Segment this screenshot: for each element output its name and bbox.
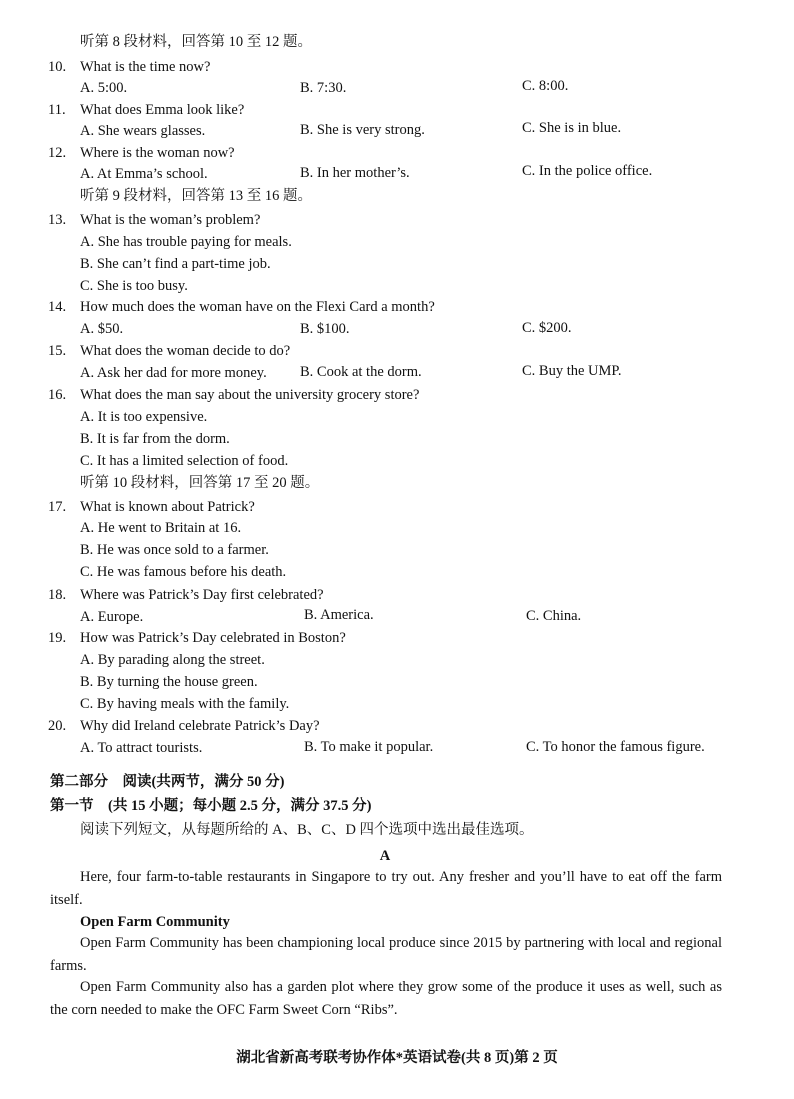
section-instruction-10: 听第 10 段材料，回答第 17 至 20 题。 — [80, 475, 320, 491]
question-text: Why did Ireland celebrate Patrick’s Day? — [80, 718, 320, 734]
option-c: C. In the police office. — [522, 163, 653, 179]
question-text: What is the woman’s problem? — [80, 212, 261, 228]
question-number: 15. — [48, 343, 67, 359]
passage-intro — [50, 866, 722, 912]
option-a: A. Europe. — [80, 609, 144, 625]
section-instruction-8: 听第 8 段材料，回答第 10 至 12 题。 — [80, 34, 312, 50]
option-b: B. Cook at the dorm. — [300, 364, 422, 380]
option-a: A. To attract tourists. — [80, 740, 203, 756]
question-text: What is known about Patrick? — [80, 499, 255, 515]
option-b: B. 7:30. — [300, 80, 347, 96]
question-text: How much does the woman have on the Flexi Card a month? — [80, 299, 435, 315]
option-a: A. At Emma’s school. — [80, 166, 208, 182]
option-c: C. By having meals with the family. — [80, 696, 290, 712]
option-b: B. It is far from the dorm. — [80, 431, 230, 447]
option-b: B. By turning the house green. — [80, 674, 258, 690]
question-number: 18. — [48, 587, 67, 603]
option-c: C. It has a limited selection of food. — [80, 453, 289, 469]
question-text: What does the man say about the university grocery store? — [80, 387, 420, 403]
option-b: B. $100. — [300, 321, 350, 337]
question-number: 17. — [48, 499, 67, 515]
question-text: What is the time now? — [80, 59, 211, 75]
question-number: 16. — [48, 387, 67, 403]
option-a: A. Ask her dad for more money. — [80, 365, 267, 381]
question-number: 19. — [48, 630, 67, 646]
question-number: 13. — [48, 212, 67, 228]
page-footer: 湖北省新高考联考协作体*英语试卷(共 8 页)第 2 页 — [236, 1050, 558, 1066]
option-a: A. She wears glasses. — [80, 123, 206, 139]
option-c: C. $200. — [522, 320, 572, 336]
option-a: A. By parading along the street. — [80, 652, 265, 668]
option-c: C. Buy the UMP. — [522, 363, 622, 379]
question-number: 10. — [48, 59, 67, 75]
question-text: Where is the woman now? — [80, 145, 235, 161]
option-b: B. In her mother’s. — [300, 165, 410, 181]
question-text: What does the woman decide to do? — [80, 343, 291, 359]
intro-text: Here, four farm-to-table restaurants in Singapore to try out. Any fresher and you’ll have to eat off the farm itself. — [50, 869, 722, 908]
section-instruction-9: 听第 9 段材料，回答第 13 至 16 题。 — [80, 188, 312, 204]
option-c: C. To honor the famous figure. — [526, 739, 705, 755]
option-a: A. She has trouble paying for meals. — [80, 234, 292, 250]
option-b: B. America. — [304, 607, 374, 623]
question-number: 11. — [48, 102, 66, 118]
option-c: C. 8:00. — [522, 78, 569, 94]
option-a: A. 5:00. — [80, 80, 128, 96]
option-a: A. He went to Britain at 16. — [80, 520, 242, 536]
passage-label: A — [379, 848, 391, 864]
paragraph-text: Open Farm Community has been championing local produce since 2015 by partnering with local and regional farms. — [50, 935, 722, 974]
question-text: Where was Patrick’s Day first celebrated? — [80, 587, 324, 603]
restaurant-heading: Open Farm Community — [80, 914, 230, 930]
question-text: What does Emma look like? — [80, 102, 245, 118]
option-b: B. He was once sold to a farmer. — [80, 542, 269, 558]
paragraph-text: Open Farm Community also has a garden plot where they grow some of the produce it uses as well, such as the corn needed to make the OFC Farm Sweet Corn “Ribs”. — [50, 979, 722, 1018]
question-number: 20. — [48, 718, 67, 734]
option-c: C. China. — [526, 608, 582, 624]
option-c: C. He was famous before his death. — [80, 564, 287, 580]
section-title: 第一节 (共 15 小题；每小题 2.5 分，满分 37.5 分) — [50, 798, 372, 814]
question-number: 12. — [48, 145, 67, 161]
question-text: How was Patrick’s Day celebrated in Boston? — [80, 630, 346, 646]
option-a: A. It is too expensive. — [80, 409, 208, 425]
passage-paragraph-2 — [50, 976, 722, 1022]
option-c: C. She is too busy. — [80, 278, 188, 294]
option-c: C. She is in blue. — [522, 120, 622, 136]
option-a: A. $50. — [80, 321, 124, 337]
option-b: B. She is very strong. — [300, 122, 425, 138]
question-number: 14. — [48, 299, 67, 315]
option-b: B. She can’t find a part-time job. — [80, 256, 271, 272]
reading-instruction: 阅读下列短文，从每题所给的 A、B、C、D 四个选项中选出最佳选项。 — [80, 822, 534, 838]
passage-paragraph-1 — [50, 932, 722, 978]
part-title: 第二部分 阅读(共两节，满分 50 分) — [50, 774, 285, 790]
option-b: B. To make it popular. — [304, 739, 434, 755]
